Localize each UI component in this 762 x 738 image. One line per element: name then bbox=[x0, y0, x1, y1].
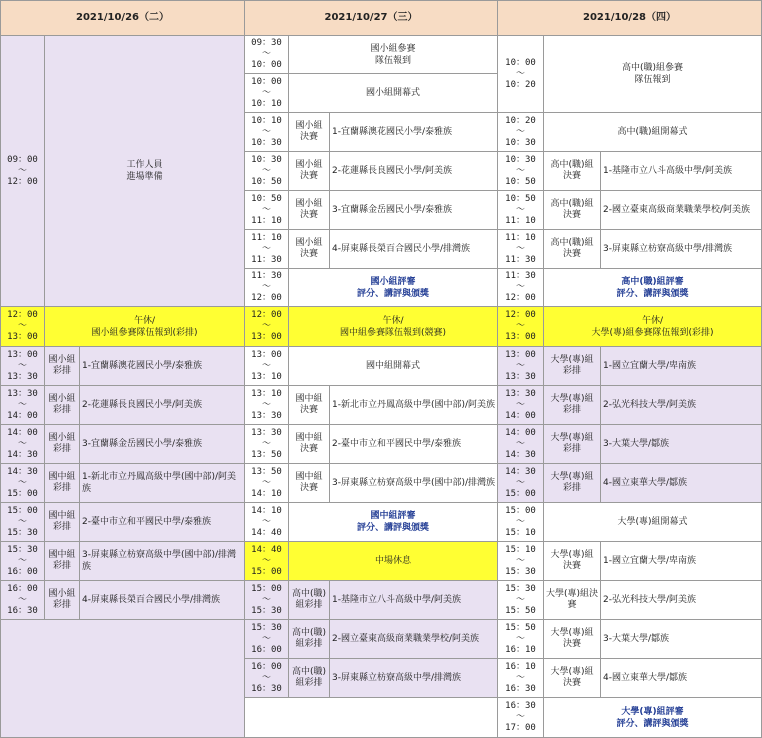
header-day-3: 2021/10/28（四） bbox=[497, 0, 762, 36]
day2-final-time: 10：30 ～ 10：50 bbox=[244, 151, 289, 191]
day3-uni-final-label: 大學(專)組 決賽 bbox=[543, 619, 601, 659]
day3-uni-final-time: 15：50 ～ 16：10 bbox=[497, 619, 544, 659]
day3-uni-final-team: 3-大葉大學/鄒族 bbox=[600, 619, 762, 659]
day2-ms-final-time: 13：10 ～ 13：30 bbox=[244, 385, 289, 425]
day3-uni-final-team: 1-國立宜蘭大學/卑南族 bbox=[600, 541, 762, 581]
day2-hs-team: 1-基隆市立八斗高級中學/阿美族 bbox=[329, 580, 498, 620]
day1-row-time: 13：30 ～ 14：00 bbox=[0, 385, 45, 425]
day3-uni-final-time: 15：30 ～ 15：50 bbox=[497, 580, 544, 620]
day3-uni-judging-time: 16：30 ～ 17：00 bbox=[497, 697, 544, 738]
header-day-2: 2021/10/27（三） bbox=[244, 0, 498, 36]
day2-break-time: 14：40 ～ 15：00 bbox=[244, 541, 289, 581]
day2-ms-final-time: 13：30 ～ 13：50 bbox=[244, 424, 289, 464]
day1-row-team: 3-屏東縣立枋寮高級中學(國中部)/排灣族 bbox=[79, 541, 245, 581]
day2-final-time: 10：10 ～ 10：30 bbox=[244, 112, 289, 152]
day2-empty bbox=[244, 697, 498, 738]
day2-hs-time: 16：00 ～ 16：30 bbox=[244, 658, 289, 698]
day2-lunch-time: 12：00 ～ 13：00 bbox=[244, 306, 289, 347]
day3-uni-final-time: 16：10 ～ 16：30 bbox=[497, 658, 544, 698]
day2-hs-team: 3-屏東縣立枋寮高級中學/排灣族 bbox=[329, 658, 498, 698]
day2-final-label: 國小組 決賽 bbox=[288, 229, 330, 269]
day3-uni-rehearsal-time: 13：00 ～ 13：30 bbox=[497, 346, 544, 386]
day2-hs-time: 15：30 ～ 16：00 bbox=[244, 619, 289, 659]
day3-uni-rehearsal-team: 3-大葉大學/鄒族 bbox=[600, 424, 762, 464]
day2-ms-final-team: 1-新北市立丹鳳高級中學(國中部)/阿美族 bbox=[329, 385, 498, 425]
day3-open-time: 10：20 ～ 10：30 bbox=[497, 112, 544, 152]
day3-uni-final-label: 大學(專)組決 賽 bbox=[543, 580, 601, 620]
day3-hs-final-time: 10：50 ～ 11：10 bbox=[497, 190, 544, 230]
day2-lunch-desc: 午休/ 國中組參賽隊伍報到(競賽) bbox=[288, 306, 498, 347]
day3-checkin-time: 10：00 ～ 10：20 bbox=[497, 35, 544, 113]
day2-ms-final-time: 13：50 ～ 14：10 bbox=[244, 463, 289, 503]
day3-hs-final-label: 高中(職)組 決賽 bbox=[543, 151, 601, 191]
day1-row-team: 4-屏東縣長榮百合國民小學/排灣族 bbox=[79, 580, 245, 620]
day2-checkin-time: 09：30 ～ 10：00 bbox=[244, 35, 289, 74]
day3-uni-open-desc: 大學(專)組開幕式 bbox=[543, 502, 762, 542]
day1-row-label: 國小組 彩排 bbox=[44, 580, 80, 620]
day3-uni-final-time: 15：10 ～ 15：30 bbox=[497, 541, 544, 581]
day2-ms-final-team: 2-臺中市立和平國民中學/泰雅族 bbox=[329, 424, 498, 464]
day2-final-team: 2-花蓮縣長良國民小學/阿美族 bbox=[329, 151, 498, 191]
day2-final-time: 11：10 ～ 11：30 bbox=[244, 229, 289, 269]
day3-uni-rehearsal-time: 14：30 ～ 15：00 bbox=[497, 463, 544, 503]
day3-hs-final-team: 1-基隆市立八斗高級中學/阿美族 bbox=[600, 151, 762, 191]
day2-ms-open-time: 13：00 ～ 13：10 bbox=[244, 346, 289, 386]
day3-uni-rehearsal-label: 大學(專)組 彩排 bbox=[543, 424, 601, 464]
day3-lunch-desc: 午休/ 大學(專)組參賽隊伍報到(彩排) bbox=[543, 306, 762, 347]
day2-judging-desc: 國小組評審 評分、講評與頒獎 bbox=[288, 268, 498, 307]
day3-hs-judging-desc: 高中(職)組評審 評分、講評與頒獎 bbox=[543, 268, 762, 307]
day2-ms-final-label: 國中組 決賽 bbox=[288, 385, 330, 425]
day2-final-label: 國小組 決賽 bbox=[288, 151, 330, 191]
day3-hs-judging-time: 11：30 ～ 12：00 bbox=[497, 268, 544, 307]
day2-checkin-desc: 國小組參賽 隊伍報到 bbox=[288, 35, 498, 74]
day3-uni-rehearsal-team: 1-國立宜蘭大學/卑南族 bbox=[600, 346, 762, 386]
day2-final-label: 國小組 決賽 bbox=[288, 112, 330, 152]
day1-row-team: 1-宜蘭縣澳花國民小學/泰雅族 bbox=[79, 346, 245, 386]
day3-uni-final-label: 大學(專)組 決賽 bbox=[543, 658, 601, 698]
day2-final-team: 4-屏東縣長榮百合國民小學/排灣族 bbox=[329, 229, 498, 269]
day3-uni-final-team: 4-國立東華大學/鄒族 bbox=[600, 658, 762, 698]
day2-opening-time: 10：00 ～ 10：10 bbox=[244, 73, 289, 113]
day3-checkin-desc: 高中(職)組參賽 隊伍報到 bbox=[543, 35, 762, 113]
day2-break-desc: 中場休息 bbox=[288, 541, 498, 581]
day3-hs-final-team: 3-屏東縣立枋寮高級中學/排灣族 bbox=[600, 229, 762, 269]
day2-hs-team: 2-國立臺東高級商業職業學校/阿美族 bbox=[329, 619, 498, 659]
day3-hs-final-team: 2-國立臺東高級商業職業學校/阿美族 bbox=[600, 190, 762, 230]
day1-row-time: 14：00 ～ 14：30 bbox=[0, 424, 45, 464]
day1-row-label: 國小組 彩排 bbox=[44, 424, 80, 464]
day1-lunch-desc: 午休/ 國小組參賽隊伍報到(彩排) bbox=[44, 306, 245, 347]
day1-am-desc: 工作人員 進場準備 bbox=[44, 35, 245, 307]
day1-row-time: 13：00 ～ 13：30 bbox=[0, 346, 45, 386]
day1-row-team: 1-新北市立丹鳳高級中學(國中部)/阿美族 bbox=[79, 463, 245, 503]
day3-hs-final-time: 11：10 ～ 11：30 bbox=[497, 229, 544, 269]
day3-uni-final-label: 大學(專)組 決賽 bbox=[543, 541, 601, 581]
day2-final-team: 1-宜蘭縣澳花國民小學/泰雅族 bbox=[329, 112, 498, 152]
day1-am-time: 09：00 ～ 12：00 bbox=[0, 35, 45, 307]
day1-empty bbox=[0, 619, 245, 738]
day3-uni-rehearsal-label: 大學(專)組 彩排 bbox=[543, 463, 601, 503]
day2-final-time: 10：50 ～ 11：10 bbox=[244, 190, 289, 230]
day1-row-time: 16：00 ～ 16：30 bbox=[0, 580, 45, 620]
day1-row-label: 國中組 彩排 bbox=[44, 502, 80, 542]
day2-judging-time: 11：30 ～ 12：00 bbox=[244, 268, 289, 307]
day1-row-time: 14：30 ～ 15：00 bbox=[0, 463, 45, 503]
day2-final-label: 國小組 決賽 bbox=[288, 190, 330, 230]
day2-ms-final-label: 國中組 決賽 bbox=[288, 424, 330, 464]
day2-ms-final-team: 3-屏東縣立枋寮高級中學(國中部)/排灣族 bbox=[329, 463, 498, 503]
day2-hs-label: 高中(職) 組彩排 bbox=[288, 619, 330, 659]
day1-row-time: 15：00 ～ 15：30 bbox=[0, 502, 45, 542]
day1-row-team: 2-花蓮縣長良國民小學/阿美族 bbox=[79, 385, 245, 425]
day3-uni-rehearsal-team: 2-弘光科技大學/阿美族 bbox=[600, 385, 762, 425]
day3-uni-rehearsal-time: 13：30 ～ 14：00 bbox=[497, 385, 544, 425]
day2-ms-final-label: 國中組 決賽 bbox=[288, 463, 330, 503]
day3-hs-final-time: 10：30 ～ 10：50 bbox=[497, 151, 544, 191]
day2-ms-judging-desc: 國中組評審 評分、講評與頒獎 bbox=[288, 502, 498, 542]
day3-uni-rehearsal-label: 大學(專)組 彩排 bbox=[543, 346, 601, 386]
day3-hs-final-label: 高中(職)組 決賽 bbox=[543, 190, 601, 230]
day3-uni-rehearsal-time: 14：00 ～ 14：30 bbox=[497, 424, 544, 464]
day3-uni-rehearsal-label: 大學(專)組 彩排 bbox=[543, 385, 601, 425]
day1-row-label: 國小組 彩排 bbox=[44, 346, 80, 386]
day1-row-label: 國中組 彩排 bbox=[44, 463, 80, 503]
day3-hs-final-label: 高中(職)組 決賽 bbox=[543, 229, 601, 269]
header-day-1: 2021/10/26（二） bbox=[0, 0, 245, 36]
day2-ms-judging-time: 14：10 ～ 14：40 bbox=[244, 502, 289, 542]
day2-opening-desc: 國小組開幕式 bbox=[288, 73, 498, 113]
day1-row-label: 國小組 彩排 bbox=[44, 385, 80, 425]
day3-lunch-time: 12：00 ～ 13：00 bbox=[497, 306, 544, 347]
day1-row-team: 3-宜蘭縣金岳國民小學/泰雅族 bbox=[79, 424, 245, 464]
day2-hs-time: 15：00 ～ 15：30 bbox=[244, 580, 289, 620]
day1-lunch-time: 12：00 ～ 13：00 bbox=[0, 306, 45, 347]
day3-open-desc: 高中(職)組開幕式 bbox=[543, 112, 762, 152]
day3-uni-judging-desc: 大學(專)組評審 評分、講評與頒獎 bbox=[543, 697, 762, 738]
day2-hs-label: 高中(職) 組彩排 bbox=[288, 658, 330, 698]
day2-final-team: 3-宜蘭縣金岳國民小學/泰雅族 bbox=[329, 190, 498, 230]
day1-row-label: 國中組 彩排 bbox=[44, 541, 80, 581]
day3-uni-rehearsal-team: 4-國立東華大學/鄒族 bbox=[600, 463, 762, 503]
day2-hs-label: 高中(職) 組彩排 bbox=[288, 580, 330, 620]
day3-uni-open-time: 15：00 ～ 15：10 bbox=[497, 502, 544, 542]
day1-row-team: 2-臺中市立和平國民中學/泰雅族 bbox=[79, 502, 245, 542]
day3-uni-final-team: 2-弘光科技大學/阿美族 bbox=[600, 580, 762, 620]
day2-ms-open-desc: 國中組開幕式 bbox=[288, 346, 498, 386]
day1-row-time: 15：30 ～ 16：00 bbox=[0, 541, 45, 581]
